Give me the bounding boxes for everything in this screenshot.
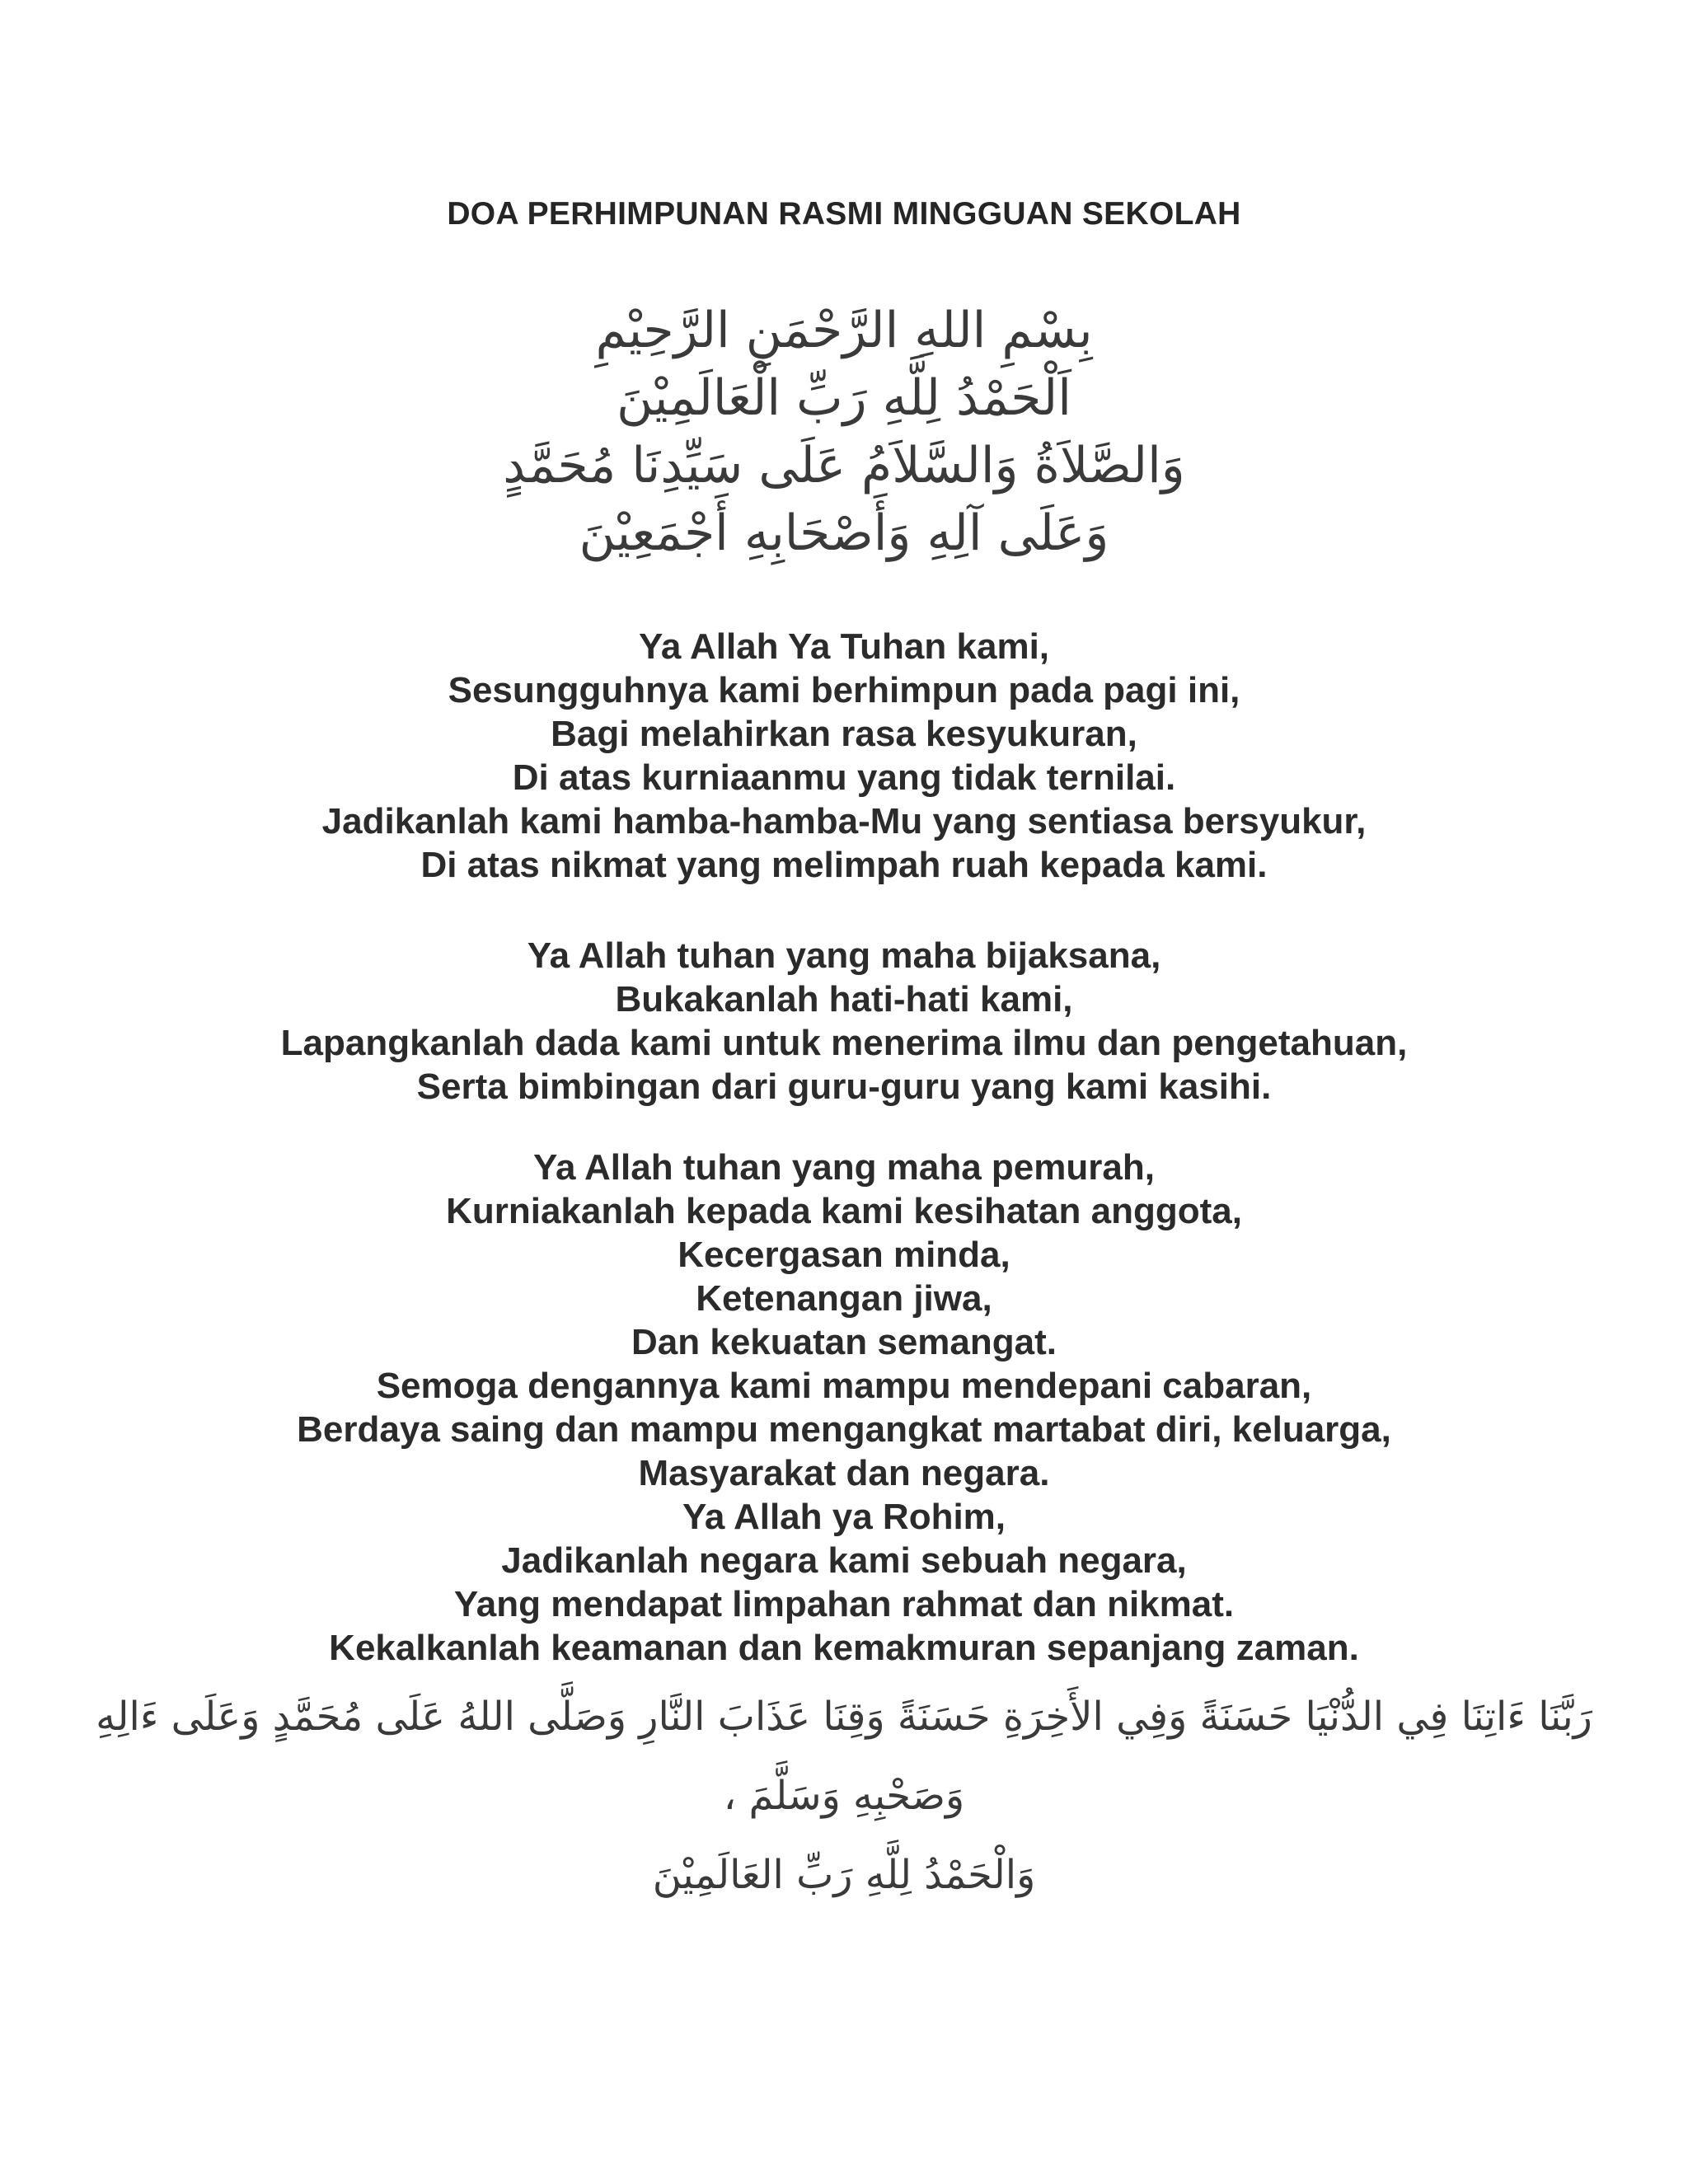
prayer-line: Serta bimbingan dari guru-guru yang kami kasihi. [416, 1066, 1272, 1107]
prayer-stanza-1 [0, 625, 1688, 887]
prayer-line: Ya Allah tuhan yang maha bijaksana, [527, 935, 1161, 976]
arabic-line: بِسْمِ اللهِ الرَّحْمَنِ الرَّحِيْمِ [595, 302, 1093, 359]
prayer-line: Berdaya saing dan mampu mengangkat martabat diri, keluarga, [297, 1409, 1391, 1450]
opening-arabic-verses [0, 297, 1688, 567]
arabic-line: وَصَحْبِهِ وَسَلَّمَ ، [723, 1773, 965, 1819]
document-title: DOA PERHIMPUNAN RASMI MINGGUAN SEKOLAH [447, 196, 1241, 232]
prayer-line: Di atas nikmat yang melimpah ruah kepada kami. [420, 845, 1268, 885]
prayer-line: Lapangkanlah dada kami untuk menerima ilmu dan pengetahuan, [280, 1023, 1408, 1063]
prayer-stanza-2 [0, 934, 1688, 1108]
prayer-line: Kekalkanlah keamanan dan kemakmuran sepanjang zaman. [329, 1628, 1359, 1668]
prayer-line: Jadikanlah negara kami sebuah negara, [501, 1540, 1187, 1581]
closing-arabic-verses [0, 1677, 1688, 1915]
prayer-line: Kecergasan minda, [678, 1235, 1010, 1275]
arabic-line: وَالصَّلاَةُ وَالسَّلاَمُ عَلَى سَيِّدِنَا مُحَمَّدٍ [503, 437, 1185, 494]
prayer-line: Dan kekuatan semangat. [631, 1322, 1057, 1362]
arabic-line: اَلْحَمْدُ لِلَّهِ رَبِّ الْعَالَمِيْنَ [617, 369, 1071, 427]
prayer-line: Ya Allah ya Rohim, [682, 1497, 1006, 1537]
prayer-line: Bukakanlah hati-hati kami, [615, 979, 1073, 1019]
arabic-line: وَعَلَى آلِهِ وَأَصْحَابِهِ أَجْمَعِيْنَ [579, 504, 1109, 562]
arabic-line: رَبَّنَا ءَاتِنَا فِي الدُّنْيَا حَسَنَةً وَفِي الأَخِرَةِ حَسَنَةً وَقِنَا عَذَابَ النَّارِ وَصَلَّى اللهُ عَلَى مُحَمَّدٍ وَعَلَى ءَالِهِ [96, 1694, 1592, 1740]
prayer-line: Sesungguhnya kami berhimpun pada pagi ini, [448, 670, 1240, 710]
prayer-line: Masyarakat dan negara. [638, 1453, 1050, 1493]
prayer-line: Semoga dengannya kami mampu mendepani cabaran, [376, 1366, 1312, 1406]
prayer-line: Di atas kurniaanmu yang tidak ternilai. [512, 757, 1176, 798]
prayer-line: Kurniakanlah kepada kami kesihatan anggota, [446, 1191, 1242, 1231]
prayer-line: Ya Allah tuhan yang maha pemurah, [533, 1147, 1155, 1188]
prayer-line: Ketenangan jiwa, [696, 1278, 992, 1319]
prayer-line: Yang mendapat limpahan rahmat dan nikmat. [453, 1584, 1235, 1624]
arabic-line: وَالْحَمْدُ لِلَّهِ رَبِّ العَالَمِيْنَ [652, 1852, 1036, 1898]
prayer-line: Ya Allah Ya Tuhan kami, [638, 626, 1050, 667]
prayer-line: Bagi melahirkan rasa kesyukuran, [551, 714, 1137, 754]
prayer-stanza-3 [0, 1146, 1688, 1670]
prayer-line: Jadikanlah kami hamba-hamba-Mu yang sentiasa bersyukur, [321, 801, 1367, 841]
